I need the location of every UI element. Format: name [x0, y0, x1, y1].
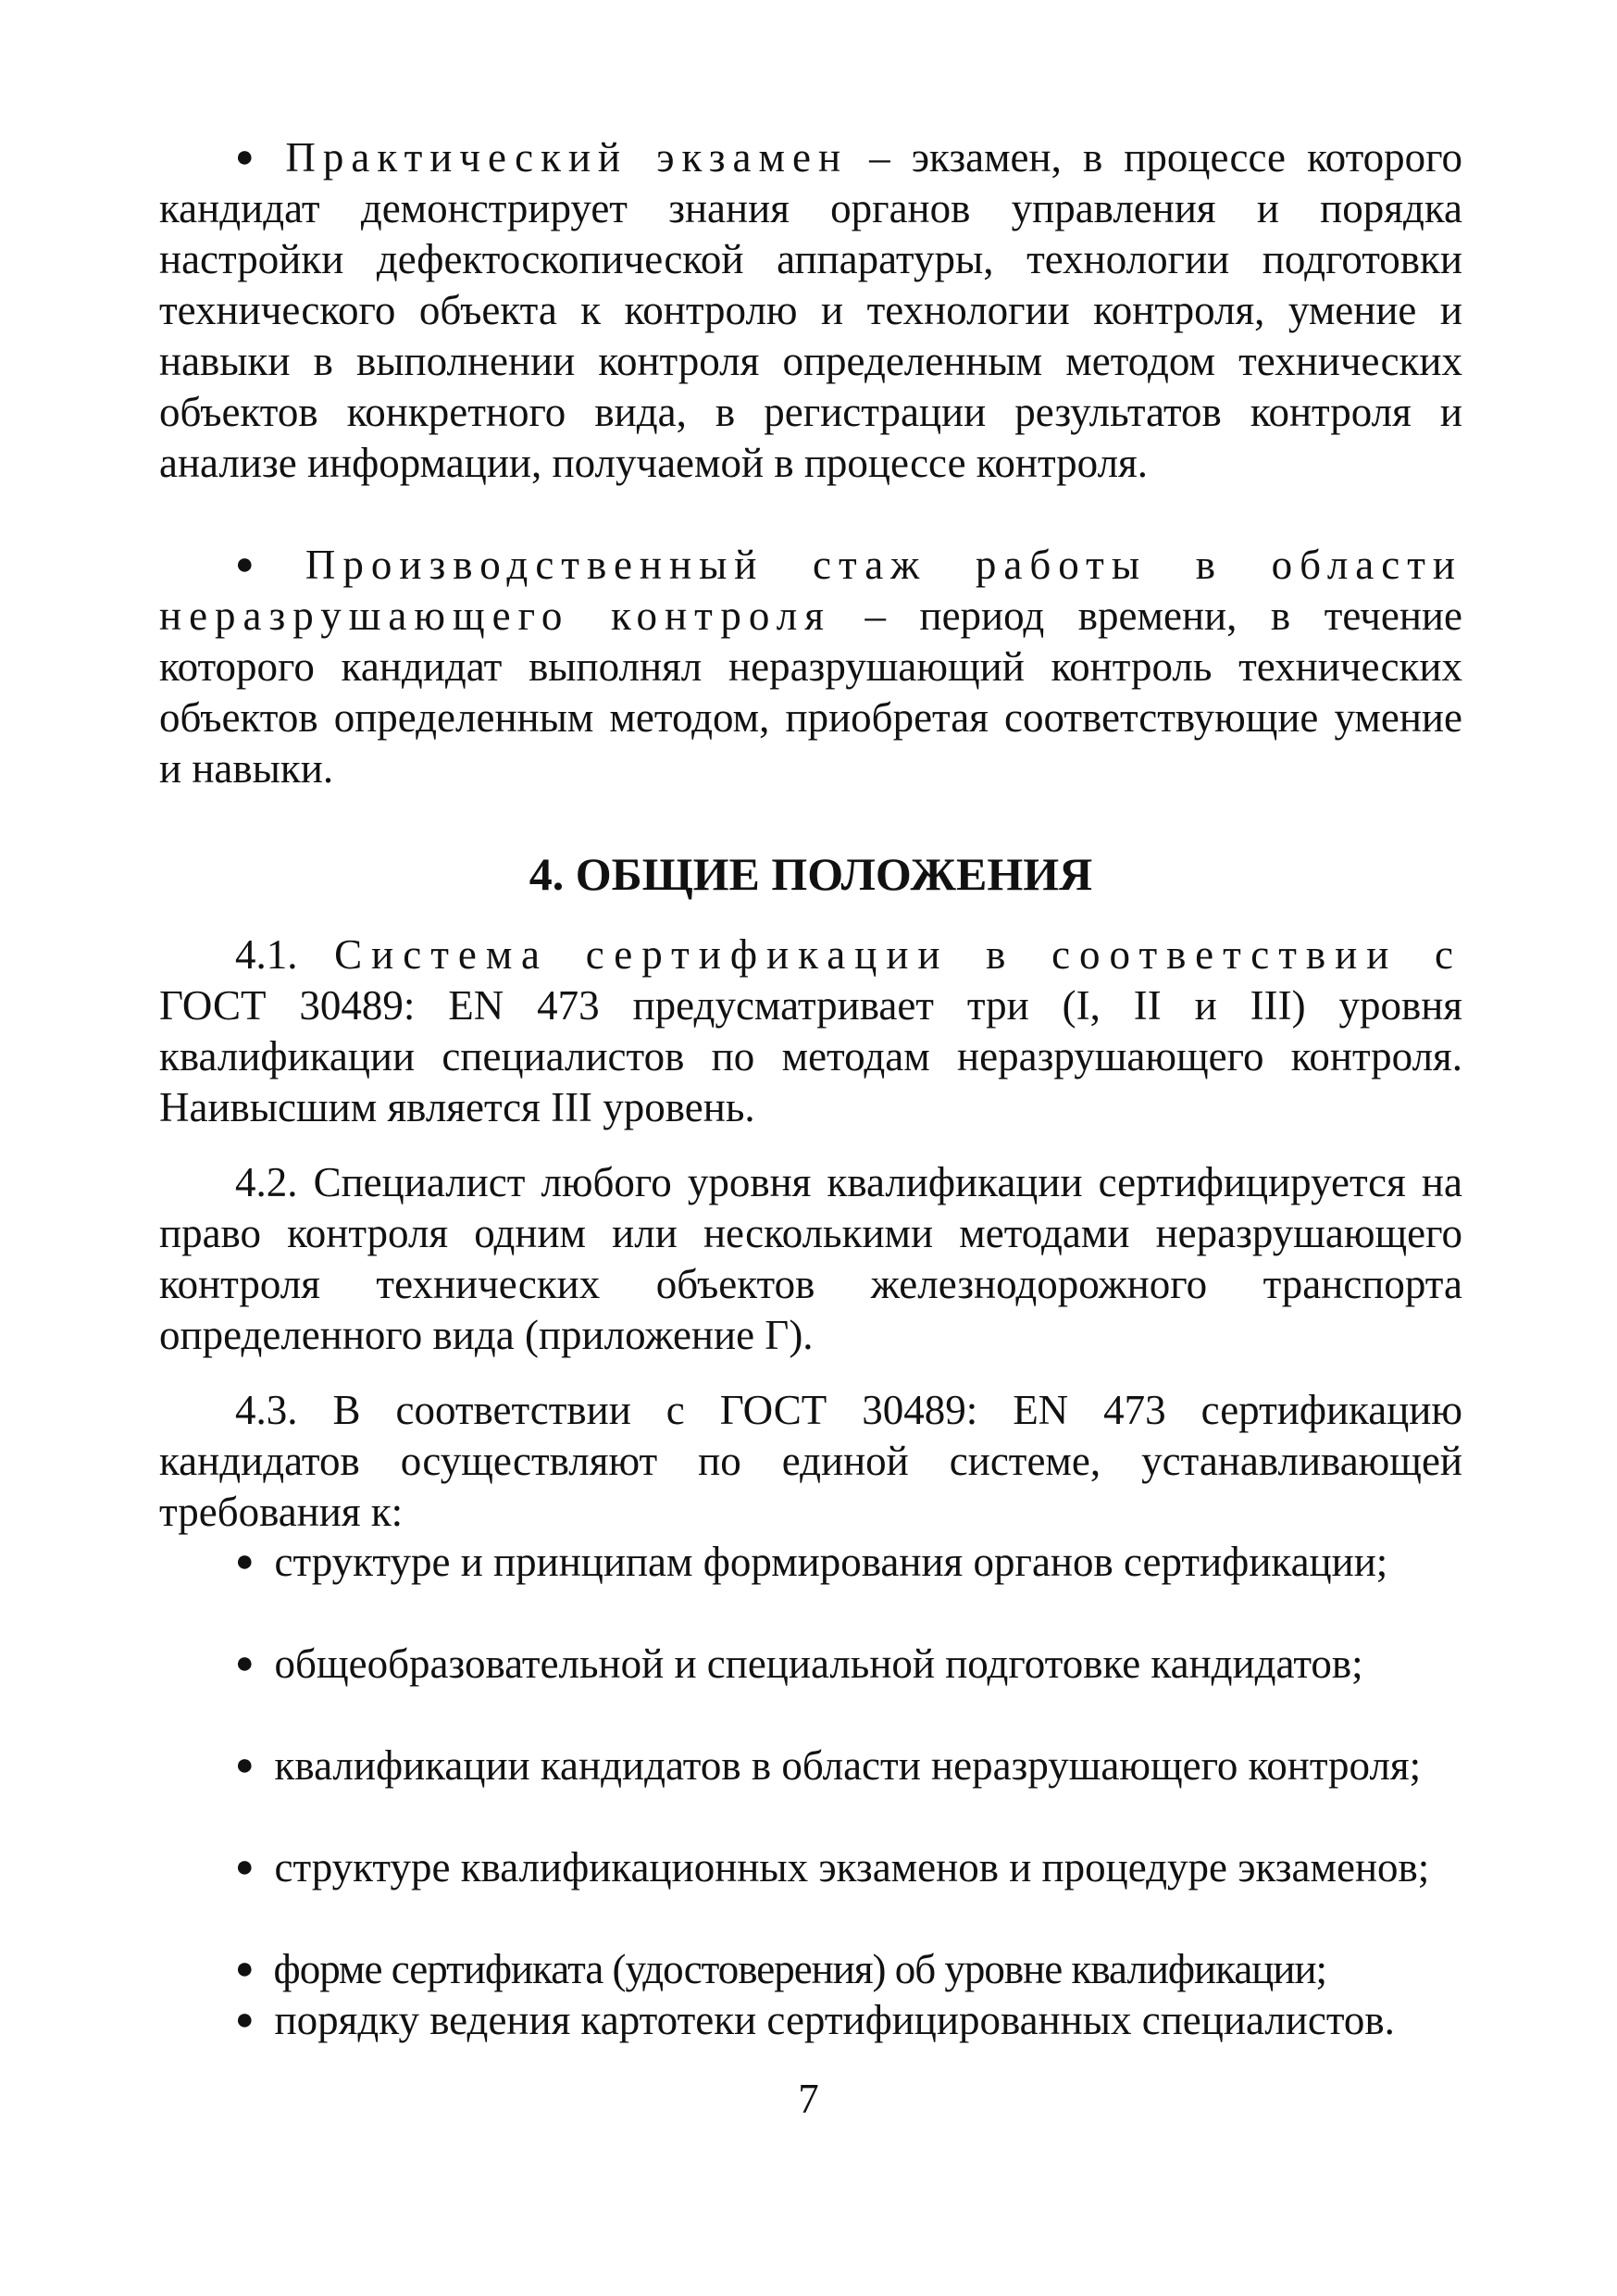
- term-work-experience: Производственный стаж работы в области неразрушающего контроля: [159, 542, 1462, 639]
- requirement-text: структуре квалификационных экзаменов и процедуре экзаменов;: [274, 1844, 1430, 1890]
- bullet-icon: ●: [235, 547, 285, 581]
- bullet-icon: ●: [235, 140, 266, 174]
- paragraph-text: ГОСТ 30489: EN 473 предусматривает три (I, II и III) уровня квалификации специалистов по методам неразрушающего контроля. Наивысшим является III уровень.: [159, 982, 1462, 1130]
- definition-work-experience: [159, 539, 1462, 794]
- paragraph-4-2: 4.2. Специалист любого уровня квалификации сертифицируется на право контроля одним или несколькими методами неразрушающего контроля технических объектов железнодорожного транспорта определенного вида (приложение Г).: [159, 1159, 1462, 1358]
- requirement-item: [159, 1536, 1462, 1588]
- requirement-item: [159, 1638, 1462, 1690]
- paragraph-4-1: [159, 930, 1462, 1133]
- bullet-icon: ●: [235, 2003, 255, 2037]
- definition-text: – экзамен, в процессе которого кандидат демонстрирует знания органов управления и порядка настройки дефектоскопической аппаратуры, технологии подготовки технического объекта к контролю и технологии контроля, умение и навыки в выполнении контроля определенным методом технических объектов конкретного вида, в регистрации результатов контроля и анализе информации, получаемой в процессе контроля.: [159, 134, 1463, 486]
- paragraph-4-3: 4.3. В соответствии с ГОСТ 30489: EN 473 сертификацию кандидатов осуществляют по единой системе, устанавливающей требования к:: [159, 1387, 1462, 1535]
- term-practical-exam: Практический экзамен: [285, 134, 849, 181]
- definition-text: – период времени, в течение которого кандидат выполнял неразрушающий контроль технических объектов определенным методом, приобретая соответствующие умение и навыки.: [159, 593, 1462, 792]
- requirement-item: [159, 1994, 1462, 2046]
- requirement-text: форме сертификата (удостоверения) об уровне квалификации;: [273, 1946, 1327, 1992]
- requirement-item: [159, 1740, 1462, 1791]
- page-number: 7: [798, 2076, 819, 2122]
- requirement-item: [159, 1841, 1462, 1893]
- bullet-icon: ●: [235, 1544, 255, 1578]
- bullet-icon: ●: [235, 1952, 254, 1986]
- requirement-text: порядку ведения картотеки сертифицированных специалистов.: [274, 1997, 1395, 2043]
- definition-practical-exam: [159, 131, 1462, 489]
- requirement-text: структуре и принципам формирования органов сертификации;: [274, 1539, 1388, 1585]
- paragraph-number: 4.1.: [235, 931, 298, 978]
- requirement-item: [159, 1943, 1462, 1995]
- paragraph-spaced-text: Система сертификации в соответствии с: [297, 931, 1462, 978]
- requirement-text: квалификации кандидатов в области неразрушающего контроля;: [274, 1742, 1422, 1789]
- bullet-icon: ●: [235, 1850, 255, 1884]
- requirement-text: общеобразовательной и специальной подготовке кандидатов;: [274, 1641, 1363, 1687]
- bullet-icon: ●: [235, 1646, 255, 1680]
- bullet-icon: ●: [235, 1748, 255, 1782]
- section-heading: 4. ОБЩИЕ ПОЛОЖЕНИЯ: [529, 848, 1093, 900]
